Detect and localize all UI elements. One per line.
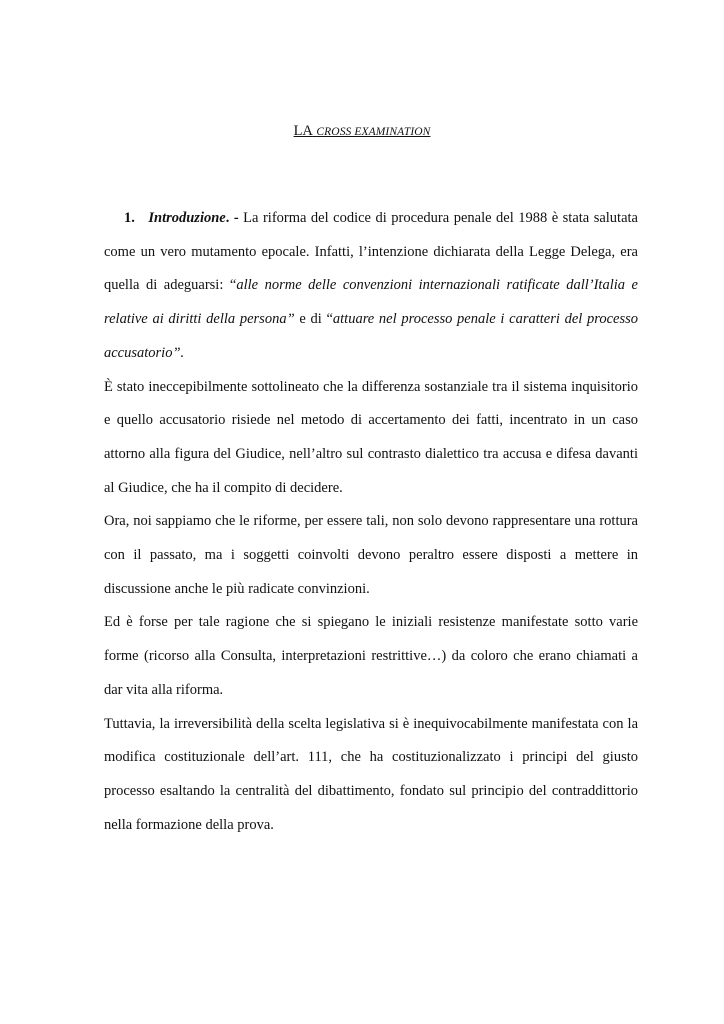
title-italic: CROSS EXAMINATION bbox=[316, 126, 431, 138]
paragraph-text: La riforma del codice di procedura penale del 1988 è stata salutata come un vero mutamento epocale. Infatti, l’intenzione dichiarata della Legge Delega, era quella di adeguarsi: “ bbox=[104, 210, 638, 294]
section-number: 1. bbox=[124, 210, 135, 226]
body-text bbox=[104, 202, 638, 842]
quote-text: attuare nel processo penale i caratteri del processo accusatorio”. bbox=[104, 311, 638, 361]
section-heading: Introduzione bbox=[148, 210, 226, 226]
paragraph: È stato ineccepibilmente sottolineato che la differenza sostanziale tra il sistema inquisitorio e quello accusatorio risiede nel metodo di accertamento dei fatti, incentrato in un caso attorno alla figura del Giudice, nell’altro sul contrasto dialettico tra accusa e difesa davanti al Giudice, che ha il compito di decidere. bbox=[104, 378, 638, 496]
quote-text: alle norme delle convenzioni internazionali ratificate dall’Italia e relative ai diritti della persona” bbox=[104, 277, 638, 328]
paragraph: Ora, noi sappiamo che le riforme, per essere tali, non solo devono rappresentare una rottura con il passato, ma i soggetti coinvolti devono peraltro essere disposti a mettere in discussione anche le più radicate convinzioni. bbox=[104, 513, 638, 597]
paragraph: Tuttavia, la irreversibilità della scelta legislativa si è inequivocabilmente manifestata con la modifica costituzionale dell’art. 111, che ha costituzionalizzato i principi del giusto processo esaltando la centralità del dibattimento, fondato sul principio del contraddittorio nella formazione della prova. bbox=[104, 715, 638, 833]
paragraph-introduction bbox=[104, 202, 638, 371]
section-heading-punct: . - bbox=[225, 210, 239, 226]
paragraph-text: e di “ bbox=[294, 311, 333, 328]
paragraph: Ed è forse per tale ragione che si spiegano le iniziali resistenze manifestate sotto varie forme (ricorso alla Consulta, interpretazioni restrittive…) da coloro che erano chiamati a dar vita alla riforma. bbox=[104, 614, 638, 698]
page-title bbox=[0, 121, 724, 142]
title-initial: LA bbox=[293, 123, 313, 139]
